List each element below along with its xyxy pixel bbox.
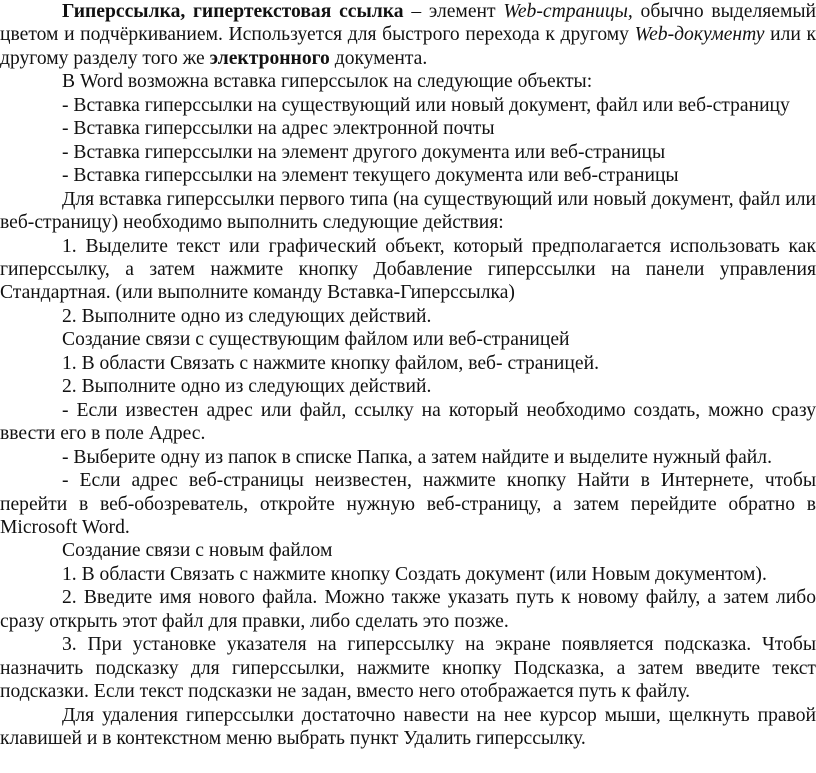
step-link-area: 1. В области Связать с нажмите кнопку файлом, веб- страницей.: [62, 352, 599, 374]
step-enter-name: 2. Введите имя нового файла. Можно также указать путь к новому файлу, а затем либо сразу открыть этот файл для правки, либо сделать это позже.: [0, 587, 816, 632]
definition-text-3: или к другому разделу того же: [0, 24, 816, 69]
definition-text-2: обычно выделяемый цветом и подчёркиванием. Используется для быстрого перехода к другому: [0, 1, 816, 46]
definition-text-4: документа.: [329, 47, 428, 69]
list-item-insert-other-element: - Вставка гиперссылки на элемент другого документа или веб-страницы: [62, 141, 666, 163]
step-create-document: 1. В области Связать с нажмите кнопку Создать документ (или Новым документом).: [62, 563, 767, 585]
option-address-known: - Если известен адрес или файл, ссылку на который необходимо создать, можно сразу ввести его в поле Адрес.: [0, 399, 816, 445]
paragraph-first-type: Для вставка гиперссылки первого типа (на существующий или новый документ, файл или веб-страницу) необходимо выполнить следующие действия:: [0, 188, 816, 234]
term-electronic: электронного: [209, 47, 330, 69]
step-do-action-2: 2. Выполните одно из следующих действий.: [62, 376, 432, 398]
definition-text-1: – элемент: [403, 1, 504, 22]
list-item-insert-document: - Вставка гиперссылки на существующий или новый документ, файл или веб-страницу: [62, 94, 790, 116]
paragraph-word-objects: В Word возможна вставка гиперссылок на следующие объекты:: [62, 71, 593, 93]
heading-new-file: Создание связи с новым файлом: [62, 540, 333, 562]
step-tooltip: 3. При установке указателя на гиперссылку на экране появляется подсказка. Чтобы назначить подсказку для гиперссылки, нажмите кнопку Подсказка, а затем введите текст подсказки. Если текст подсказки не задан, вместо него отображается путь к файлу.: [0, 634, 816, 703]
term-web-document: Web-документу: [634, 24, 765, 46]
list-item-insert-email: - Вставка гиперссылки на адрес электронной почты: [62, 118, 495, 140]
option-search-internet: - Если адрес веб-страницы неизвестен, нажмите кнопку Найти в Интернете, чтобы перейти в веб-обозреватель, откройте нужную веб-страницу, а затем перейдите обратно в Microsoft Word.: [0, 470, 816, 538]
step-do-action: 2. Выполните одно из следующих действий.: [62, 305, 432, 327]
paragraph-definition: [0, 0, 816, 70]
term-hyperlink: Гиперссылка, гипертекстовая ссылка: [62, 1, 404, 22]
option-select-folder: - Выберите одну из папок в списке Папка, а затем найдите и выделите нужный файл.: [62, 446, 772, 468]
step-select-text: 1. Выделите текст или графический объект, который предполагается использовать как гиперссылку, а затем нажмите кнопку Добавление гиперссылки на панели управления Стандартная. (или выполните команду Вставка-Гиперссылка): [0, 235, 816, 304]
list-item-insert-current-element: - Вставка гиперссылки на элемент текущего документа или веб-страницы: [62, 165, 679, 187]
term-web-pages: Web-страницы,: [503, 1, 633, 22]
heading-existing-file: Создание связи с существующим файлом или веб-страницей: [62, 329, 570, 351]
paragraph-remove-hyperlink: Для удаления гиперссылки достаточно навести на нее курсор мыши, щелкнуть правой клавишей и в контекстном меню выбрать пункт Удалить гиперссылку.: [0, 704, 816, 750]
